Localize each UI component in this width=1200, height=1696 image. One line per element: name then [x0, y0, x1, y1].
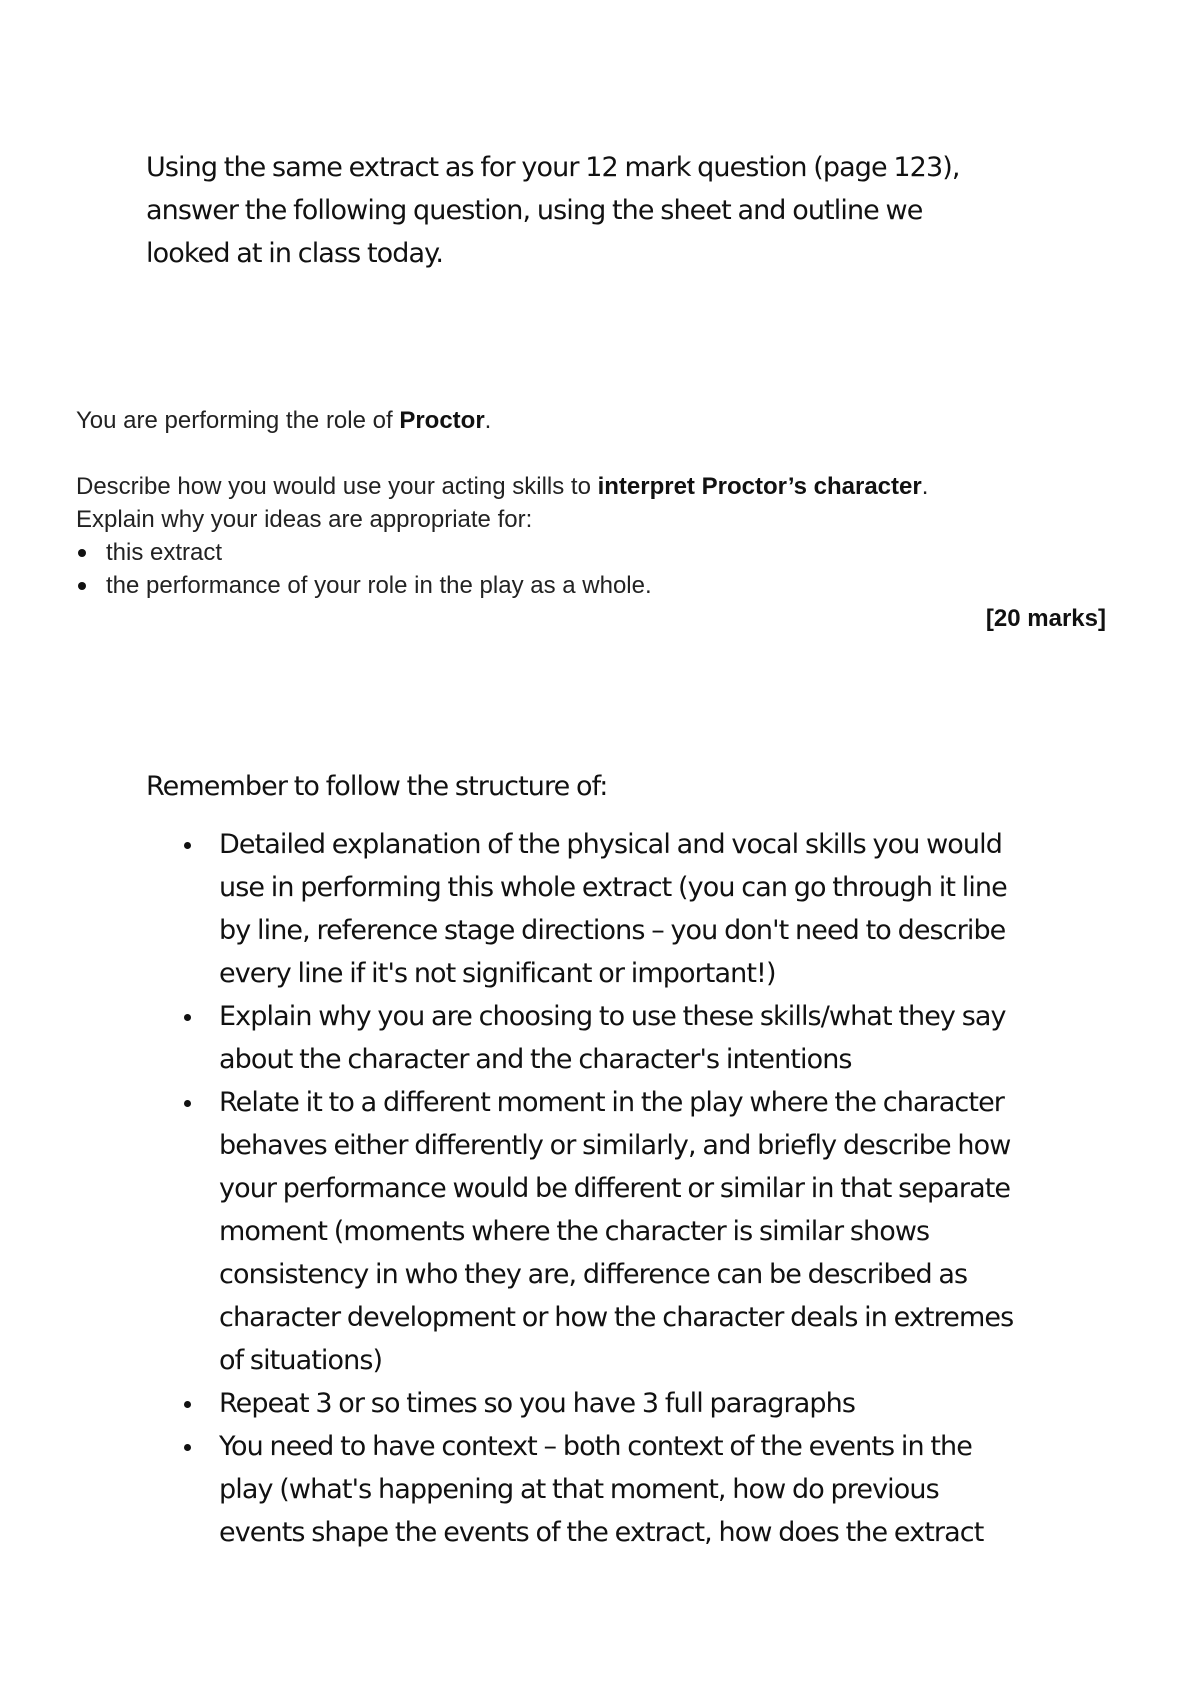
- describe-suffix: .: [921, 473, 929, 500]
- structure-item: [146, 1425, 1076, 1554]
- structure-item-line: events shape the events of the extract, how does the extract: [219, 1517, 984, 1548]
- structure-item-line: Repeat 3 or so times so you have 3 full paragraphs: [219, 1388, 855, 1419]
- structure-item: [146, 995, 1076, 1081]
- describe-emphasis: interpret Proctor’s character: [597, 473, 922, 500]
- structure-item-line: Explain why you are choosing to use these skills/what they say: [219, 1001, 1006, 1032]
- structure-item-line: Detailed explanation of the physical and vocal skills you would: [219, 829, 1002, 860]
- structure-item-line: use in performing this whole extract (you can go through it line: [219, 872, 1007, 903]
- structure-item-line: You need to have context – both context of the events in the: [219, 1431, 972, 1462]
- structure-item: [146, 1081, 1076, 1382]
- describe-prefix: Describe how you would use your acting skills to: [76, 473, 598, 500]
- question-bullet: this extract: [76, 536, 1106, 569]
- role-suffix: .: [484, 407, 492, 434]
- structure-item-line: about the character and the character's intentions: [219, 1044, 852, 1075]
- marks-label: [20 marks]: [985, 605, 1106, 632]
- structure-item-line: play (what's happening at that moment, how do previous: [219, 1474, 939, 1505]
- structure-list: [146, 823, 1076, 1554]
- structure-item-line: character development or how the character deals in extremes: [219, 1302, 1014, 1333]
- role-prefix: You are performing the role of: [76, 407, 400, 434]
- structure-item-line: every line if it's not significant or important!): [219, 958, 776, 989]
- spacer: [76, 437, 1106, 470]
- intro-paragraph: [146, 146, 1046, 275]
- describe-line: [76, 470, 1106, 503]
- structure-item-line: of situations): [219, 1345, 383, 1376]
- structure-item-line: Relate it to a different moment in the play where the character: [219, 1087, 1004, 1118]
- structure-item-line: by line, reference stage directions – you don't need to describe: [219, 915, 1006, 946]
- structure-item: [146, 1382, 1076, 1425]
- structure-item: [146, 823, 1076, 995]
- question-bullet: the performance of your role in the play as a whole.: [76, 569, 1106, 602]
- intro-line: answer the following question, using the sheet and outline we: [146, 195, 923, 226]
- structure-item-line: moment (moments where the character is similar shows: [219, 1216, 930, 1247]
- role-name: Proctor: [399, 407, 485, 434]
- structure-item-line: behaves either differently or similarly, and briefly describe how: [219, 1130, 1011, 1161]
- structure-item-line: your performance would be different or similar in that separate: [219, 1173, 1011, 1204]
- intro-line: looked at in class today.: [146, 238, 444, 269]
- structure-item-line: consistency in who they are, difference can be described as: [219, 1259, 968, 1290]
- exam-question: [76, 404, 1106, 635]
- role-line: [76, 404, 1106, 437]
- intro-line: Using the same extract as for your 12 mark question (page 123),: [146, 152, 960, 183]
- explain-line: Explain why your ideas are appropriate for:: [76, 506, 533, 533]
- reminder-heading: Remember to follow the structure of:: [146, 771, 608, 802]
- question-bullet-list: [76, 536, 1106, 602]
